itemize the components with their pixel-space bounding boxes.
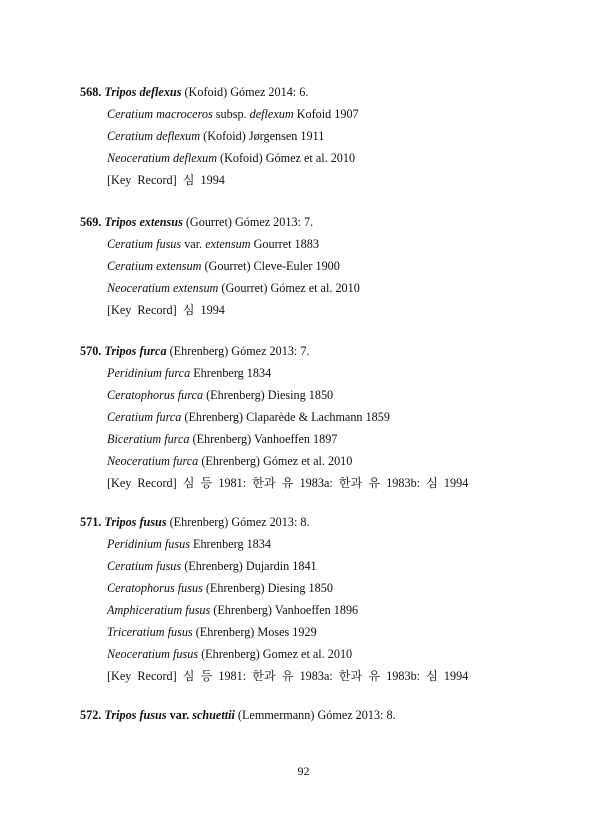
- taxon-name: Tripos fusus: [104, 708, 167, 722]
- entry-number: 572.: [80, 708, 102, 722]
- taxon-author: (Kofoid) Gómez 2014: 6.: [184, 85, 309, 99]
- synonym-line: Biceratium furca (Ehrenberg) Vanhoeffen 1897: [107, 432, 338, 446]
- taxon-author: (Ehrenberg) Gómez 2013: 7.: [169, 344, 310, 358]
- synonym-line: Neoceratium furca (Ehrenberg) Gómez et al. 2010: [107, 454, 353, 468]
- synonym-line: Ceratium extensum (Gourret) Cleve-Euler 1900: [107, 259, 340, 273]
- entry-number: 570.: [80, 344, 102, 358]
- synonym-line: Amphiceratium fusus (Ehrenberg) Vanhoeffen 1896: [107, 603, 359, 617]
- taxon-entry-568: [80, 84, 580, 188]
- taxon-author: (Lemmermann) Gómez 2013: 8.: [237, 708, 396, 722]
- taxon-name: Tripos deflexus: [104, 85, 182, 99]
- key-record: [Key Record] 심 1994: [107, 303, 225, 317]
- synonym-line: Peridinium furca Ehrenberg 1834: [107, 366, 272, 380]
- page-number: 92: [297, 764, 310, 778]
- taxon-name: Tripos fusus: [104, 515, 167, 529]
- entry-heading: [80, 707, 580, 723]
- synonym-line: Neoceratium extensum (Gourret) Gómez et al. 2010: [107, 281, 360, 295]
- taxon-entry-571: [80, 514, 580, 684]
- taxon-author: (Ehrenberg) Gómez 2013: 8.: [169, 515, 310, 529]
- key-record: [Key Record] 심 1994: [107, 173, 225, 187]
- synonym-line: Ceratophorus fusus (Ehrenberg) Diesing 1850: [107, 581, 333, 595]
- synonym-line: Ceratium macroceros subsp. deflexum Kofoid 1907: [107, 107, 359, 121]
- synonym-line: Ceratium fusus var. extensum Gourret 1883: [107, 237, 319, 251]
- taxon-entry-572: [80, 707, 580, 723]
- synonym-line: Ceratium furca (Ehrenberg) Claparède & Lachmann 1859: [107, 410, 390, 424]
- taxon-entry-570: [80, 343, 580, 491]
- synonym-line: Ceratophorus furca (Ehrenberg) Diesing 1850: [107, 388, 334, 402]
- taxon-name: Tripos extensus: [104, 215, 183, 229]
- entry-number: 571.: [80, 515, 102, 529]
- entry-heading: [80, 343, 580, 359]
- entry-heading: [80, 84, 580, 100]
- synonym-line: Neoceratium deflexum (Kofoid) Gómez et al. 2010: [107, 151, 356, 165]
- key-record: [Key Record] 심 등 1981: 한과 유 1983a: 한과 유 1983b: 심 1994: [107, 476, 469, 490]
- variety-name: schuettii: [192, 708, 235, 722]
- synonym-line: Ceratium deflexum (Kofoid) Jørgensen 1911: [107, 129, 325, 143]
- entry-number: 569.: [80, 215, 102, 229]
- taxon-name: Tripos furca: [104, 344, 167, 358]
- entry-heading: [80, 214, 580, 230]
- synonym-line: Neoceratium fusus (Ehrenberg) Gomez et al. 2010: [107, 647, 353, 661]
- entry-heading: [80, 514, 580, 530]
- variety-label: var.: [166, 708, 193, 722]
- synonym-line: Triceratium fusus (Ehrenberg) Moses 1929: [107, 625, 317, 639]
- taxon-entry-569: [80, 214, 580, 318]
- taxon-author: (Gourret) Gómez 2013: 7.: [185, 215, 314, 229]
- synonym-line: Ceratium fusus (Ehrenberg) Dujardin 1841: [107, 559, 317, 573]
- entry-number: 568.: [80, 85, 102, 99]
- synonym-line: Peridinium fusus Ehrenberg 1834: [107, 537, 271, 551]
- key-record: [Key Record] 심 등 1981: 한과 유 1983a: 한과 유 1983b: 심 1994: [107, 669, 469, 683]
